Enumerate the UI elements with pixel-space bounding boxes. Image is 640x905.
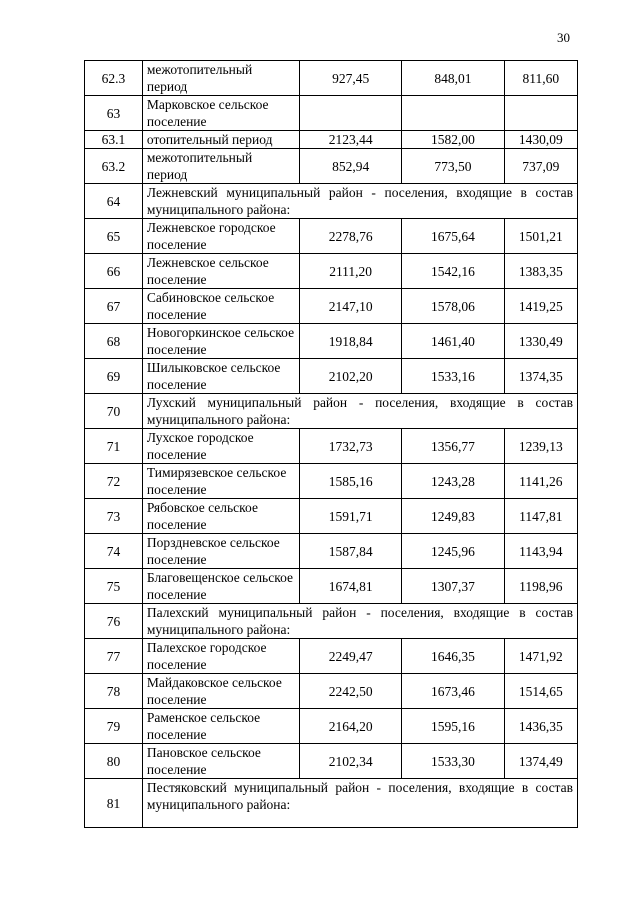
row-number-cell: 66	[85, 254, 143, 289]
district-header-row	[85, 184, 578, 219]
row-number-cell: 68	[85, 324, 143, 359]
value-cell-1: 1732,73	[299, 429, 401, 464]
settlement-name-cell: Марковское сельское поселение	[142, 96, 299, 131]
value-cell-2	[402, 96, 504, 131]
value-cell-1: 2249,47	[299, 639, 401, 674]
row-number-cell: 67	[85, 289, 143, 324]
value-cell-3: 1147,81	[504, 499, 577, 534]
row-number-cell: 79	[85, 709, 143, 744]
value-cell-1: 2111,20	[299, 254, 401, 289]
value-cell-1: 927,45	[299, 61, 401, 96]
value-cell-2: 1307,37	[402, 569, 504, 604]
value-cell-3: 811,60	[504, 61, 577, 96]
table-row	[85, 254, 578, 289]
value-cell-2: 1533,16	[402, 359, 504, 394]
row-number-cell: 62.3	[85, 61, 143, 96]
row-number-cell: 64	[85, 184, 143, 219]
settlement-name-cell: Тимирязевское сельское поселение	[142, 464, 299, 499]
settlement-name-cell: межотопительный период	[142, 149, 299, 184]
table-row	[85, 674, 578, 709]
value-cell-1: 2123,44	[299, 131, 401, 149]
row-number-cell: 77	[85, 639, 143, 674]
table-row	[85, 149, 578, 184]
table-row	[85, 534, 578, 569]
value-cell-2: 848,01	[402, 61, 504, 96]
table-row	[85, 569, 578, 604]
value-cell-1: 2102,34	[299, 744, 401, 779]
value-cell-2: 1646,35	[402, 639, 504, 674]
value-cell-1: 1591,71	[299, 499, 401, 534]
table-row	[85, 709, 578, 744]
value-cell-3	[504, 96, 577, 131]
value-cell-3: 1141,26	[504, 464, 577, 499]
settlement-name-cell: Благовещенское сельское поселение	[142, 569, 299, 604]
value-cell-3: 1239,13	[504, 429, 577, 464]
settlement-name-cell: Новогоркинское сельское поселение	[142, 324, 299, 359]
district-title-cell: Лежневский муниципальный район - поселения, входящие в состав муниципального района:	[142, 184, 577, 219]
table-row	[85, 324, 578, 359]
row-number-cell: 75	[85, 569, 143, 604]
settlement-name-cell: Майдаковское сельское поселение	[142, 674, 299, 709]
settlement-name-cell: Раменское сельское поселение	[142, 709, 299, 744]
value-cell-2: 1595,16	[402, 709, 504, 744]
table-row	[85, 464, 578, 499]
district-title-cell: Лухский муниципальный район - поселения, входящие в состав муниципального района:	[142, 394, 577, 429]
row-number-cell: 74	[85, 534, 143, 569]
row-number-cell: 76	[85, 604, 143, 639]
table-row	[85, 219, 578, 254]
district-header-row	[85, 394, 578, 429]
table-row	[85, 499, 578, 534]
value-cell-1	[299, 96, 401, 131]
table-row	[85, 359, 578, 394]
district-title-cell: Пестяковский муниципальный район - поселения, входящие в состав муниципального района:	[142, 779, 577, 828]
value-cell-2: 1356,77	[402, 429, 504, 464]
district-header-row	[85, 604, 578, 639]
row-number-cell: 63.1	[85, 131, 143, 149]
value-cell-1: 852,94	[299, 149, 401, 184]
settlement-name-cell: Порздневское сельское поселение	[142, 534, 299, 569]
settlement-name-cell: Лежневское городское поселение	[142, 219, 299, 254]
table-row	[85, 131, 578, 149]
value-cell-2: 1675,64	[402, 219, 504, 254]
value-cell-1: 2147,10	[299, 289, 401, 324]
settlement-name-cell: Шилыковское сельское поселение	[142, 359, 299, 394]
row-number-cell: 71	[85, 429, 143, 464]
value-cell-2: 1582,00	[402, 131, 504, 149]
value-cell-2: 1578,06	[402, 289, 504, 324]
value-cell-3: 1419,25	[504, 289, 577, 324]
value-cell-3: 1383,35	[504, 254, 577, 289]
value-cell-3: 1430,09	[504, 131, 577, 149]
settlement-name-cell: Лежневское сельское поселение	[142, 254, 299, 289]
value-cell-2: 1243,28	[402, 464, 504, 499]
value-cell-3: 1471,92	[504, 639, 577, 674]
row-number-cell: 63.2	[85, 149, 143, 184]
tariff-table	[84, 60, 578, 828]
settlement-name-cell: Лухское городское поселение	[142, 429, 299, 464]
value-cell-2: 1673,46	[402, 674, 504, 709]
table-row	[85, 744, 578, 779]
value-cell-1: 2164,20	[299, 709, 401, 744]
value-cell-2: 1533,30	[402, 744, 504, 779]
settlement-name-cell: Сабиновское сельское поселение	[142, 289, 299, 324]
page-number: 30	[557, 30, 570, 45]
district-header-row	[85, 779, 578, 828]
row-number-cell: 72	[85, 464, 143, 499]
row-number-cell: 81	[85, 779, 143, 828]
table-row	[85, 639, 578, 674]
value-cell-3: 1143,94	[504, 534, 577, 569]
settlement-name-cell: Пановское сельское поселение	[142, 744, 299, 779]
settlement-name-cell: межотопительный период	[142, 61, 299, 96]
row-number-cell: 70	[85, 394, 143, 429]
table-row	[85, 429, 578, 464]
value-cell-2: 1245,96	[402, 534, 504, 569]
value-cell-2: 1542,16	[402, 254, 504, 289]
value-cell-1: 1674,81	[299, 569, 401, 604]
settlement-name-cell: Рябовское сельское поселение	[142, 499, 299, 534]
value-cell-1: 1585,16	[299, 464, 401, 499]
row-number-cell: 63	[85, 96, 143, 131]
value-cell-3: 1501,21	[504, 219, 577, 254]
settlement-name-cell: отопительный период	[142, 131, 299, 149]
value-cell-3: 1436,35	[504, 709, 577, 744]
value-cell-2: 1461,40	[402, 324, 504, 359]
value-cell-3: 1374,49	[504, 744, 577, 779]
value-cell-1: 2102,20	[299, 359, 401, 394]
row-number-cell: 73	[85, 499, 143, 534]
value-cell-1: 1918,84	[299, 324, 401, 359]
value-cell-2: 773,50	[402, 149, 504, 184]
value-cell-3: 1330,49	[504, 324, 577, 359]
value-cell-3: 737,09	[504, 149, 577, 184]
table-row	[85, 61, 578, 96]
value-cell-1: 2278,76	[299, 219, 401, 254]
row-number-cell: 65	[85, 219, 143, 254]
row-number-cell: 69	[85, 359, 143, 394]
row-number-cell: 80	[85, 744, 143, 779]
table-row	[85, 289, 578, 324]
settlement-name-cell: Палехское городское поселение	[142, 639, 299, 674]
value-cell-3: 1374,35	[504, 359, 577, 394]
value-cell-2: 1249,83	[402, 499, 504, 534]
district-title-cell: Палехский муниципальный район - поселения, входящие в состав муниципального района:	[142, 604, 577, 639]
row-number-cell: 78	[85, 674, 143, 709]
value-cell-3: 1198,96	[504, 569, 577, 604]
value-cell-3: 1514,65	[504, 674, 577, 709]
table-row	[85, 96, 578, 131]
value-cell-1: 2242,50	[299, 674, 401, 709]
value-cell-1: 1587,84	[299, 534, 401, 569]
